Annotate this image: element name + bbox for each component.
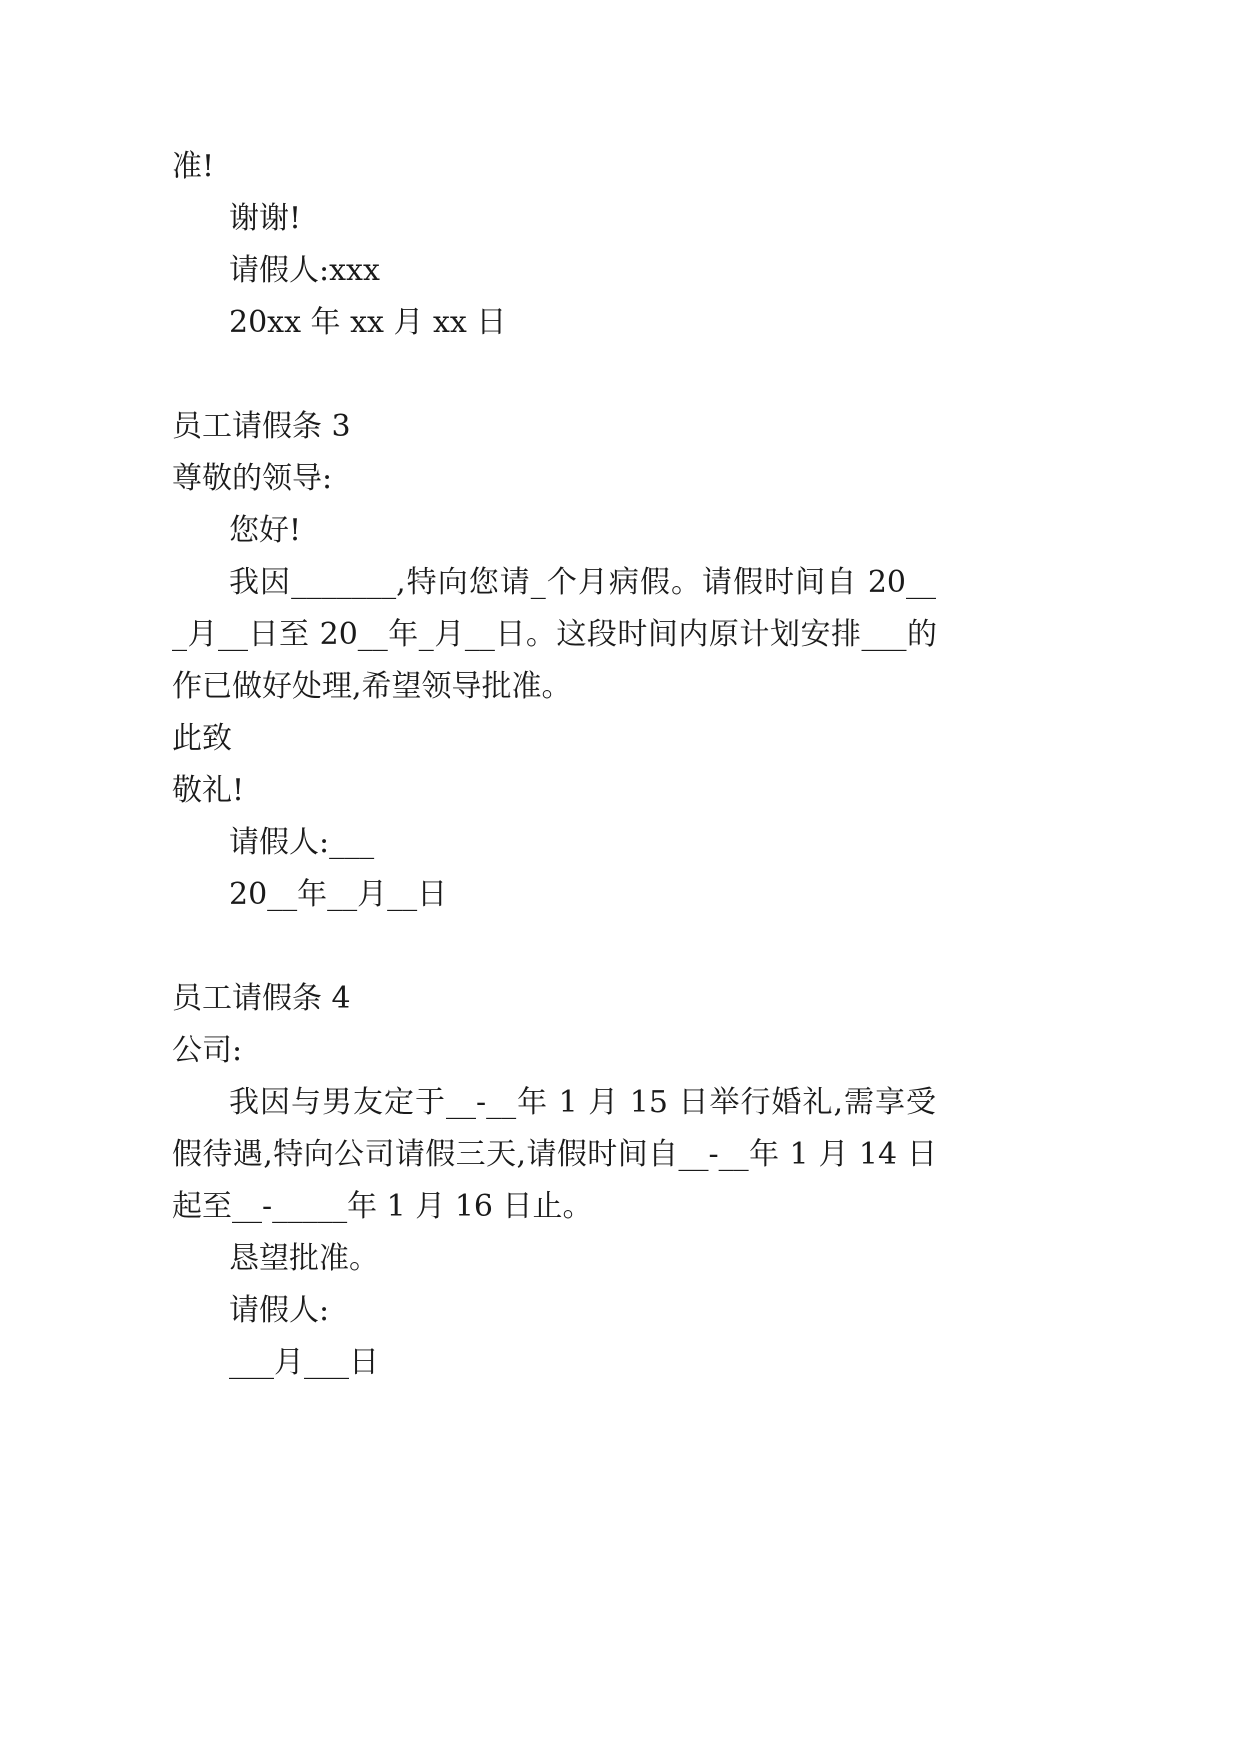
paragraph-line: 我因与男友定于__-__年 1 月 15 日举行婚礼,需享受	[229, 1085, 936, 1120]
text-line-prev-ending: 准!	[172, 149, 215, 184]
text-line-date: ___月___日	[229, 1345, 379, 1380]
section-title-3: 员工请假条 3	[172, 409, 351, 444]
text-line-signer: 请假人:xxx	[229, 253, 380, 288]
text-line-signer: 请假人:___	[229, 825, 375, 860]
text-line-date: 20xx 年 xx 月 xx 日	[229, 305, 507, 340]
text-line-request: 恳望批准。	[229, 1241, 379, 1276]
text-line-salutation: 尊敬的领导:	[172, 461, 333, 496]
paragraph-line: _月__日至 20__年_月__日。这段时间内原计划安排___的	[172, 617, 937, 652]
text-line-greeting: 您好!	[229, 513, 302, 548]
section-title-4: 员工请假条 4	[172, 981, 351, 1016]
paragraph-line: 假待遇,特向公司请假三天,请假时间自__-__年 1 月 14 日	[172, 1137, 937, 1172]
text-line-closing: 此致	[172, 721, 232, 756]
paragraph-line: 作已做好处理,希望领导批准。	[172, 669, 572, 704]
text-line-regards: 敬礼!	[172, 773, 245, 808]
text-line-salutation: 公司:	[172, 1033, 243, 1068]
paragraph-line: 我因_______,特向您请_个月病假。请假时间自 20__	[229, 565, 936, 600]
paragraph-line: 起至__-_____年 1 月 16 日止。	[172, 1189, 593, 1224]
text-line-thanks: 谢谢!	[229, 201, 302, 236]
text-line-signer: 请假人:	[229, 1293, 330, 1328]
text-line-date: 20__年__月__日	[229, 877, 448, 912]
